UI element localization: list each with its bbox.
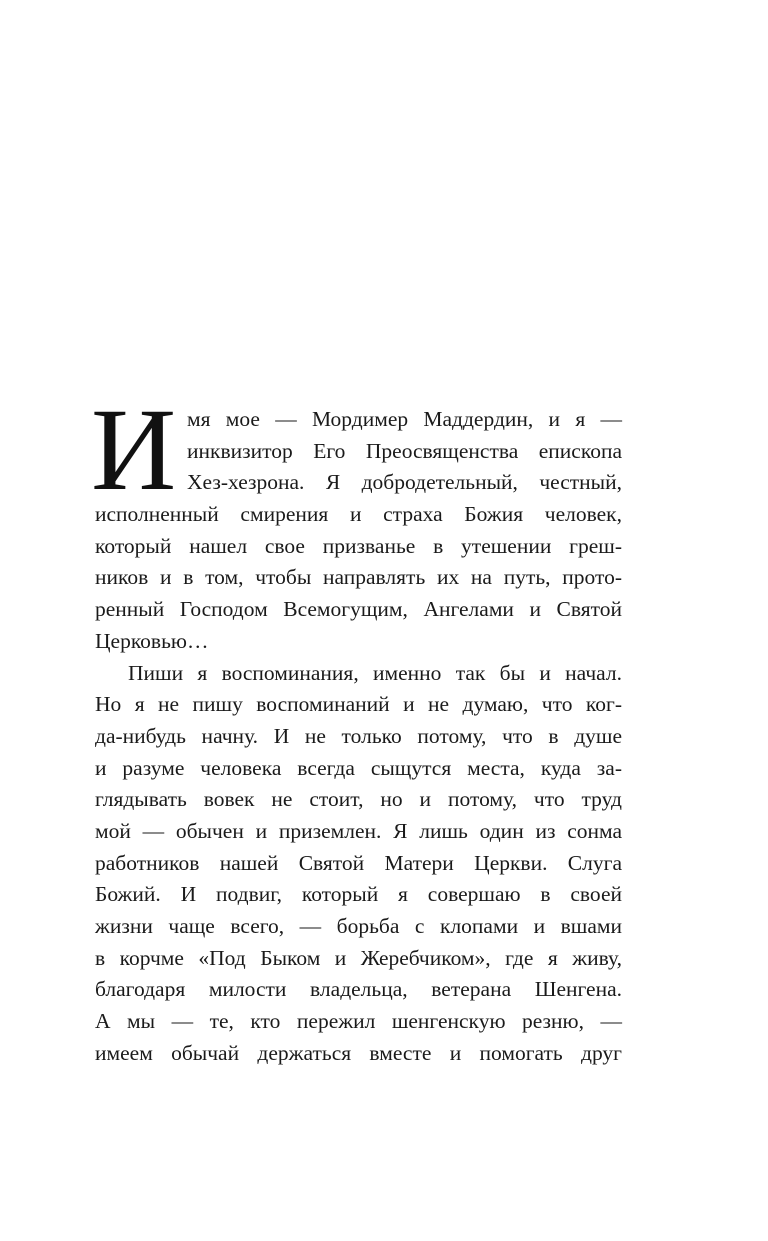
paragraph-1: [91, 384, 622, 658]
text-line: ренный Господом Всемогущим, Ангелами и Святой: [95, 597, 622, 622]
text-line: инквизитор Его Преосвященства епископа: [187, 438, 622, 463]
text-line: Но я не пишу воспоминаний и не думаю, что ког-: [95, 692, 622, 717]
text-line: Пиши я воспоминания, именно так бы и начал.: [128, 660, 622, 685]
text-line: мой — обычен и приземлен. Я лишь один из сонма: [95, 818, 622, 843]
page-text: [91, 384, 622, 1069]
text-line: глядывать вовек не стоит, но и потому, что труд: [95, 787, 622, 812]
text-line: работников нашей Святой Матери Церкви. Слуга: [95, 850, 622, 875]
text-line: и разуме человека всегда сыщутся места, куда за-: [95, 755, 622, 780]
text-line: ников и в том, чтобы направлять их на путь, прото-: [95, 565, 622, 590]
paragraph-2: [95, 658, 622, 1070]
text-line: Хез-хезрона. Я добродетельный, честный,: [187, 470, 622, 495]
text-line: исполненный смирения и страха Божия человек,: [95, 502, 622, 527]
drop-cap: И: [91, 384, 177, 515]
text-line: мя мое — Мордимер Маддердин, и я —: [187, 407, 622, 431]
text-line: Церковью…: [95, 628, 209, 653]
text-line: в корчме «Под Быком и Жеребчиком», где я живу,: [95, 945, 622, 970]
text-line: Божий. И подвиг, который я совершаю в своей: [95, 882, 622, 907]
text-line: А мы — те, кто пережил шенгенскую резню, —: [95, 1009, 622, 1034]
text-line: благодаря милости владельца, ветерана Шенгена.: [95, 977, 622, 1002]
text-line: жизни чаще всего, — борьба с клопами и вшами: [95, 914, 622, 938]
text-line: имеем обычай держаться вместе и помогать друг: [95, 1040, 622, 1065]
text-line: да-нибудь начну. И не только потому, что в душе: [95, 723, 622, 748]
text-line: который нашел свое призванье в утешении греш-: [95, 533, 622, 558]
